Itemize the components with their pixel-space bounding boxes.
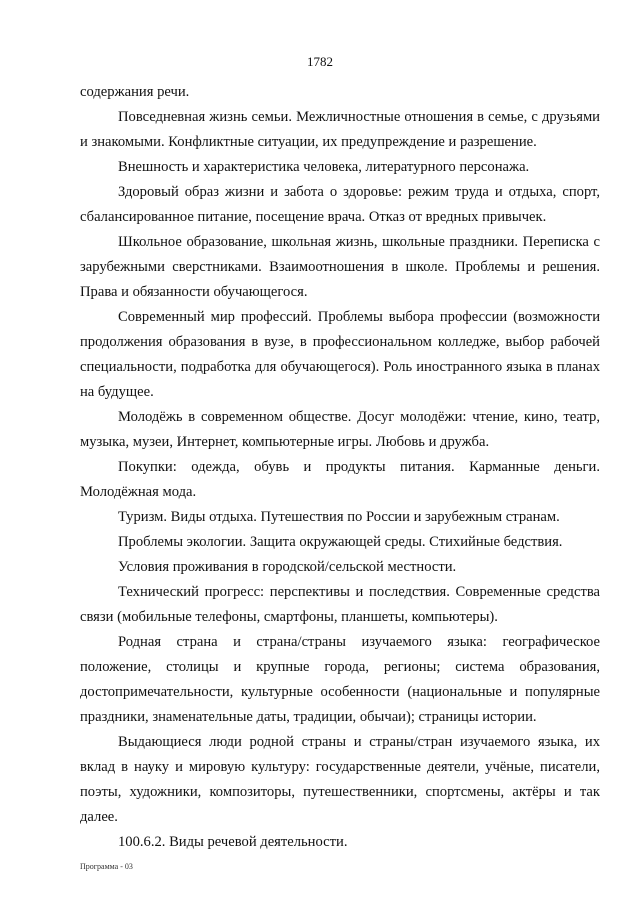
paragraph: Внешность и характеристика человека, литературного персонажа. xyxy=(118,159,530,175)
paragraph: Молодёжь в современном обществе. Досуг молодёжи: чтение, кино, театр, музыка, музеи, Интернет, компьютерные игры. Любовь и дружба. xyxy=(80,409,600,450)
paragraph: Выдающиеся люди родной страны и страны/стран изучаемого языка, их вклад в науку и мировую культуру: государственные деятели, учёные, писатели, поэты, художники, композиторы, путешественники, спортсмены, актёры и так далее. xyxy=(80,734,600,825)
paragraph: Покупки: одежда, обувь и продукты питания. Карманные деньги. Молодёжная мода. xyxy=(80,459,600,500)
paragraph: Здоровый образ жизни и забота о здоровье: режим труда и отдыха, спорт, сбалансированное питание, посещение врача. Отказ от вредных привычек. xyxy=(80,184,600,225)
paragraph: Повседневная жизнь семьи. Межличностные отношения в семье, с друзьями и знакомыми. Конфликтные ситуации, их предупреждение и разрешение. xyxy=(80,109,600,150)
paragraph: Родная страна и страна/страны изучаемого языка: географическое положение, столицы и крупные города, регионы; система образования, достопримечательности, культурные особенности (национальные и популярные праздники, знаменательные даты, традиции, обычаи); страницы истории. xyxy=(80,634,600,725)
section-heading: 100.6.2. Виды речевой деятельности. xyxy=(118,834,348,850)
paragraph: Школьное образование, школьная жизнь, школьные праздники. Переписка с зарубежными сверстниками. Взаимоотношения в школе. Проблемы и решения. Права и обязанности обучающегося. xyxy=(80,234,600,300)
paragraph: Условия проживания в городской/сельской местности. xyxy=(118,559,457,575)
document-body xyxy=(80,80,600,855)
paragraph: Проблемы экологии. Защита окружающей среды. Стихийные бедствия. xyxy=(118,534,563,550)
paragraph: Технический прогресс: перспективы и последствия. Современные средства связи (мобильные телефоны, смартфоны, планшеты, компьютеры). xyxy=(80,584,600,625)
paragraph: Современный мир профессий. Проблемы выбора профессии (возможности продолжения образования в вузе, в профессиональном колледже, выбор рабочей специальности, подработка для обучающегося). Роль иностранного языка в планах на будущее. xyxy=(80,309,600,400)
paragraph: содержания речи. xyxy=(80,84,190,100)
page-footer: Программа - 03 xyxy=(80,862,133,871)
page-number: 1782 xyxy=(307,54,333,69)
paragraph: Туризм. Виды отдыха. Путешествия по России и зарубежным странам. xyxy=(118,509,560,525)
